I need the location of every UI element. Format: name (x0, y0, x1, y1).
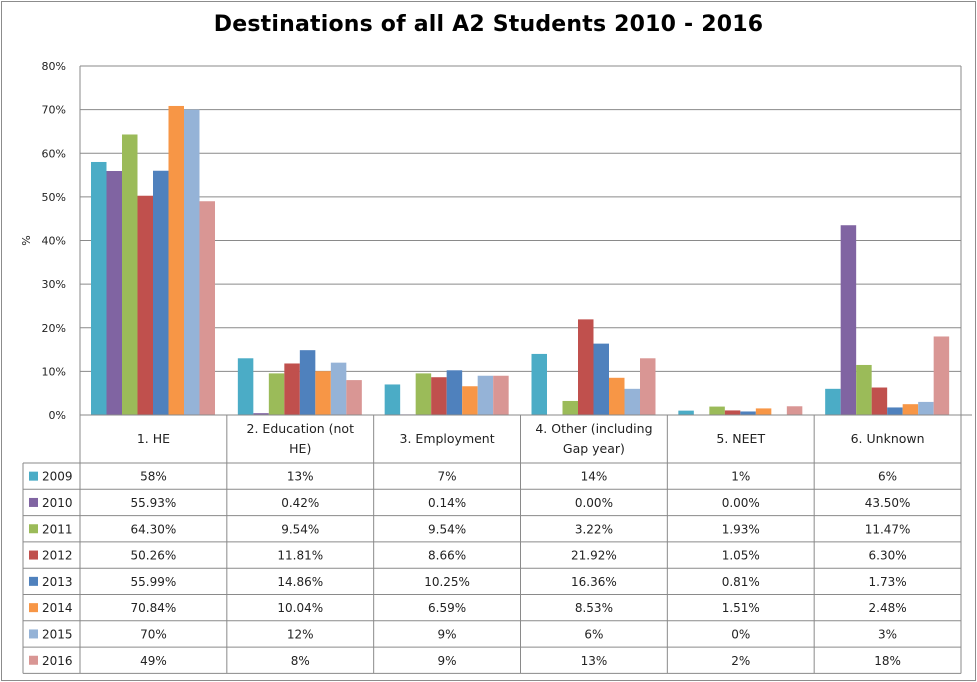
bar-2009 (238, 358, 254, 415)
data-table-value: 13% (580, 653, 608, 668)
data-table-value: 12% (286, 627, 314, 642)
data-table-value: 13% (286, 469, 314, 484)
category-label: 4. Other (including (535, 421, 653, 436)
bar-2012 (431, 377, 447, 415)
legend-key-2010 (29, 498, 38, 507)
data-table-value: 9.54% (281, 522, 320, 537)
chart-title: Destinations of all A2 Students 2010 - 2016 (213, 12, 764, 37)
bar-2009 (91, 162, 107, 415)
data-table-value: 9% (437, 627, 457, 642)
y-tick-label: 60% (41, 147, 66, 161)
data-table-value: 9.54% (428, 522, 467, 537)
legend-key-2011 (29, 524, 38, 533)
bar-2009 (385, 384, 401, 415)
data-table-value: 9% (437, 653, 457, 668)
data-table-value: 11.47% (864, 522, 911, 537)
bar-2014 (756, 408, 772, 415)
bar-2013 (740, 411, 756, 415)
bar-2011 (709, 407, 725, 415)
bar-2015 (184, 110, 200, 415)
data-table-value: 14% (580, 469, 608, 484)
bar-2015 (478, 376, 494, 415)
legend-label: 2015 (42, 627, 73, 642)
data-table-value: 55.93% (130, 495, 177, 510)
y-tick-label: 30% (41, 278, 66, 292)
data-table-value: 6.30% (868, 548, 907, 563)
data-table-value: 10.25% (424, 574, 470, 589)
legend-label: 2011 (42, 522, 73, 537)
data-table-value: 0.00% (721, 495, 760, 510)
data-table-value: 16.36% (571, 574, 617, 589)
legend-label: 2012 (42, 548, 73, 563)
data-table-value: 0.81% (721, 574, 760, 589)
y-tick-label: 0% (48, 409, 66, 422)
category-label: 1. HE (136, 431, 171, 446)
bar-2012 (138, 196, 154, 415)
bar-2011 (269, 373, 285, 415)
bar-2015 (331, 363, 347, 415)
bar-2011 (856, 365, 872, 415)
legend-key-2015 (29, 629, 38, 638)
data-table-value: 6.59% (428, 601, 467, 616)
legend-key-2014 (29, 603, 38, 612)
data-table-value: 8.53% (574, 601, 613, 616)
data-table-value: 0.42% (281, 495, 320, 510)
bar-2014 (169, 106, 185, 415)
legend-label: 2016 (42, 653, 73, 668)
data-table-value: 0.00% (574, 495, 613, 510)
bar-2012 (872, 388, 888, 415)
data-table-value: 3.22% (574, 522, 613, 537)
bar-2016 (346, 380, 362, 415)
bar-2016 (787, 406, 803, 415)
data-table-value: 0.14% (428, 495, 467, 510)
data-table-value: 1.05% (721, 548, 760, 563)
bar-2011 (416, 373, 432, 415)
bar-2016 (200, 201, 216, 415)
data-table-value: 8% (290, 653, 310, 668)
bar-2016 (640, 358, 656, 415)
data-table-value: 18% (874, 653, 901, 668)
bar-2013 (153, 171, 169, 415)
y-tick-label: 70% (41, 103, 66, 117)
bar-2009 (825, 389, 841, 415)
bar-2016 (934, 336, 950, 415)
bar-2014 (609, 378, 625, 415)
data-table-value: 7% (437, 469, 457, 484)
bar-2013 (447, 370, 463, 415)
y-tick-label: 80% (41, 60, 66, 73)
data-table-value: 50.26% (130, 548, 177, 563)
bar-2010 (841, 225, 857, 415)
legend-label: 2009 (42, 469, 73, 484)
data-table-value: 14.86% (277, 574, 324, 589)
category-label: 6. Unknown (850, 431, 925, 446)
bar-2014 (462, 386, 478, 415)
data-table-value: 1.51% (721, 601, 760, 616)
y-tick-label: 20% (41, 321, 66, 335)
category-label: 3. Employment (399, 431, 495, 446)
legend-key-2012 (29, 551, 38, 560)
y-tick-label: 40% (41, 234, 66, 248)
bar-2012 (725, 410, 741, 415)
bar-2014 (903, 404, 919, 415)
data-table-value: 1.73% (868, 574, 907, 589)
bar-2013 (594, 344, 610, 415)
data-table-value: 49% (140, 653, 167, 668)
legend-label: 2014 (42, 601, 73, 616)
data-table-value: 64.30% (130, 522, 177, 537)
bar-2009 (532, 354, 548, 415)
data-table-value: 58% (140, 469, 167, 484)
data-table-value: 8.66% (428, 548, 467, 563)
category-label: 5. NEET (716, 431, 766, 446)
data-table-value: 6% (878, 469, 898, 484)
bar-2016 (493, 376, 509, 415)
bar-2011 (563, 401, 579, 415)
y-tick-label: 50% (41, 190, 66, 204)
bar-2014 (315, 371, 331, 415)
legend-label: 2010 (42, 495, 73, 510)
data-table-value: 21.92% (571, 548, 617, 563)
data-table-value: 2% (731, 653, 751, 668)
y-tick-label: 10% (41, 365, 66, 379)
bar-2013 (300, 350, 316, 415)
y-axis-label: % (20, 235, 33, 246)
legend-key-2016 (29, 656, 38, 665)
data-table-value: 1.93% (721, 522, 760, 537)
legend-key-2013 (29, 577, 38, 586)
bar-2010 (107, 171, 123, 415)
bar-2015 (918, 402, 934, 415)
data-table-value: 55.99% (130, 574, 177, 589)
data-table-value: 43.50% (864, 495, 911, 510)
data-table-value: 11.81% (277, 548, 324, 563)
data-table-value: 6% (584, 627, 604, 642)
bar-2012 (578, 319, 594, 415)
legend-key-2009 (29, 472, 38, 481)
bar-2015 (625, 389, 641, 415)
legend-label: 2013 (42, 574, 73, 589)
data-table-value: 1% (731, 469, 751, 484)
bar-2012 (284, 363, 300, 415)
data-table-value: 70.84% (130, 601, 177, 616)
category-label: HE) (289, 441, 312, 456)
data-table-value: 2.48% (868, 601, 907, 616)
category-label: 2. Education (not (246, 421, 354, 436)
category-label: Gap year) (562, 441, 625, 456)
data-table-value: 0% (731, 627, 751, 642)
data-table-value: 10.04% (277, 601, 324, 616)
bar-2009 (678, 411, 694, 415)
data-table-value: 70% (140, 627, 167, 642)
bar-2013 (887, 407, 903, 415)
data-table-value: 3% (878, 627, 898, 642)
bar-2011 (122, 134, 138, 415)
